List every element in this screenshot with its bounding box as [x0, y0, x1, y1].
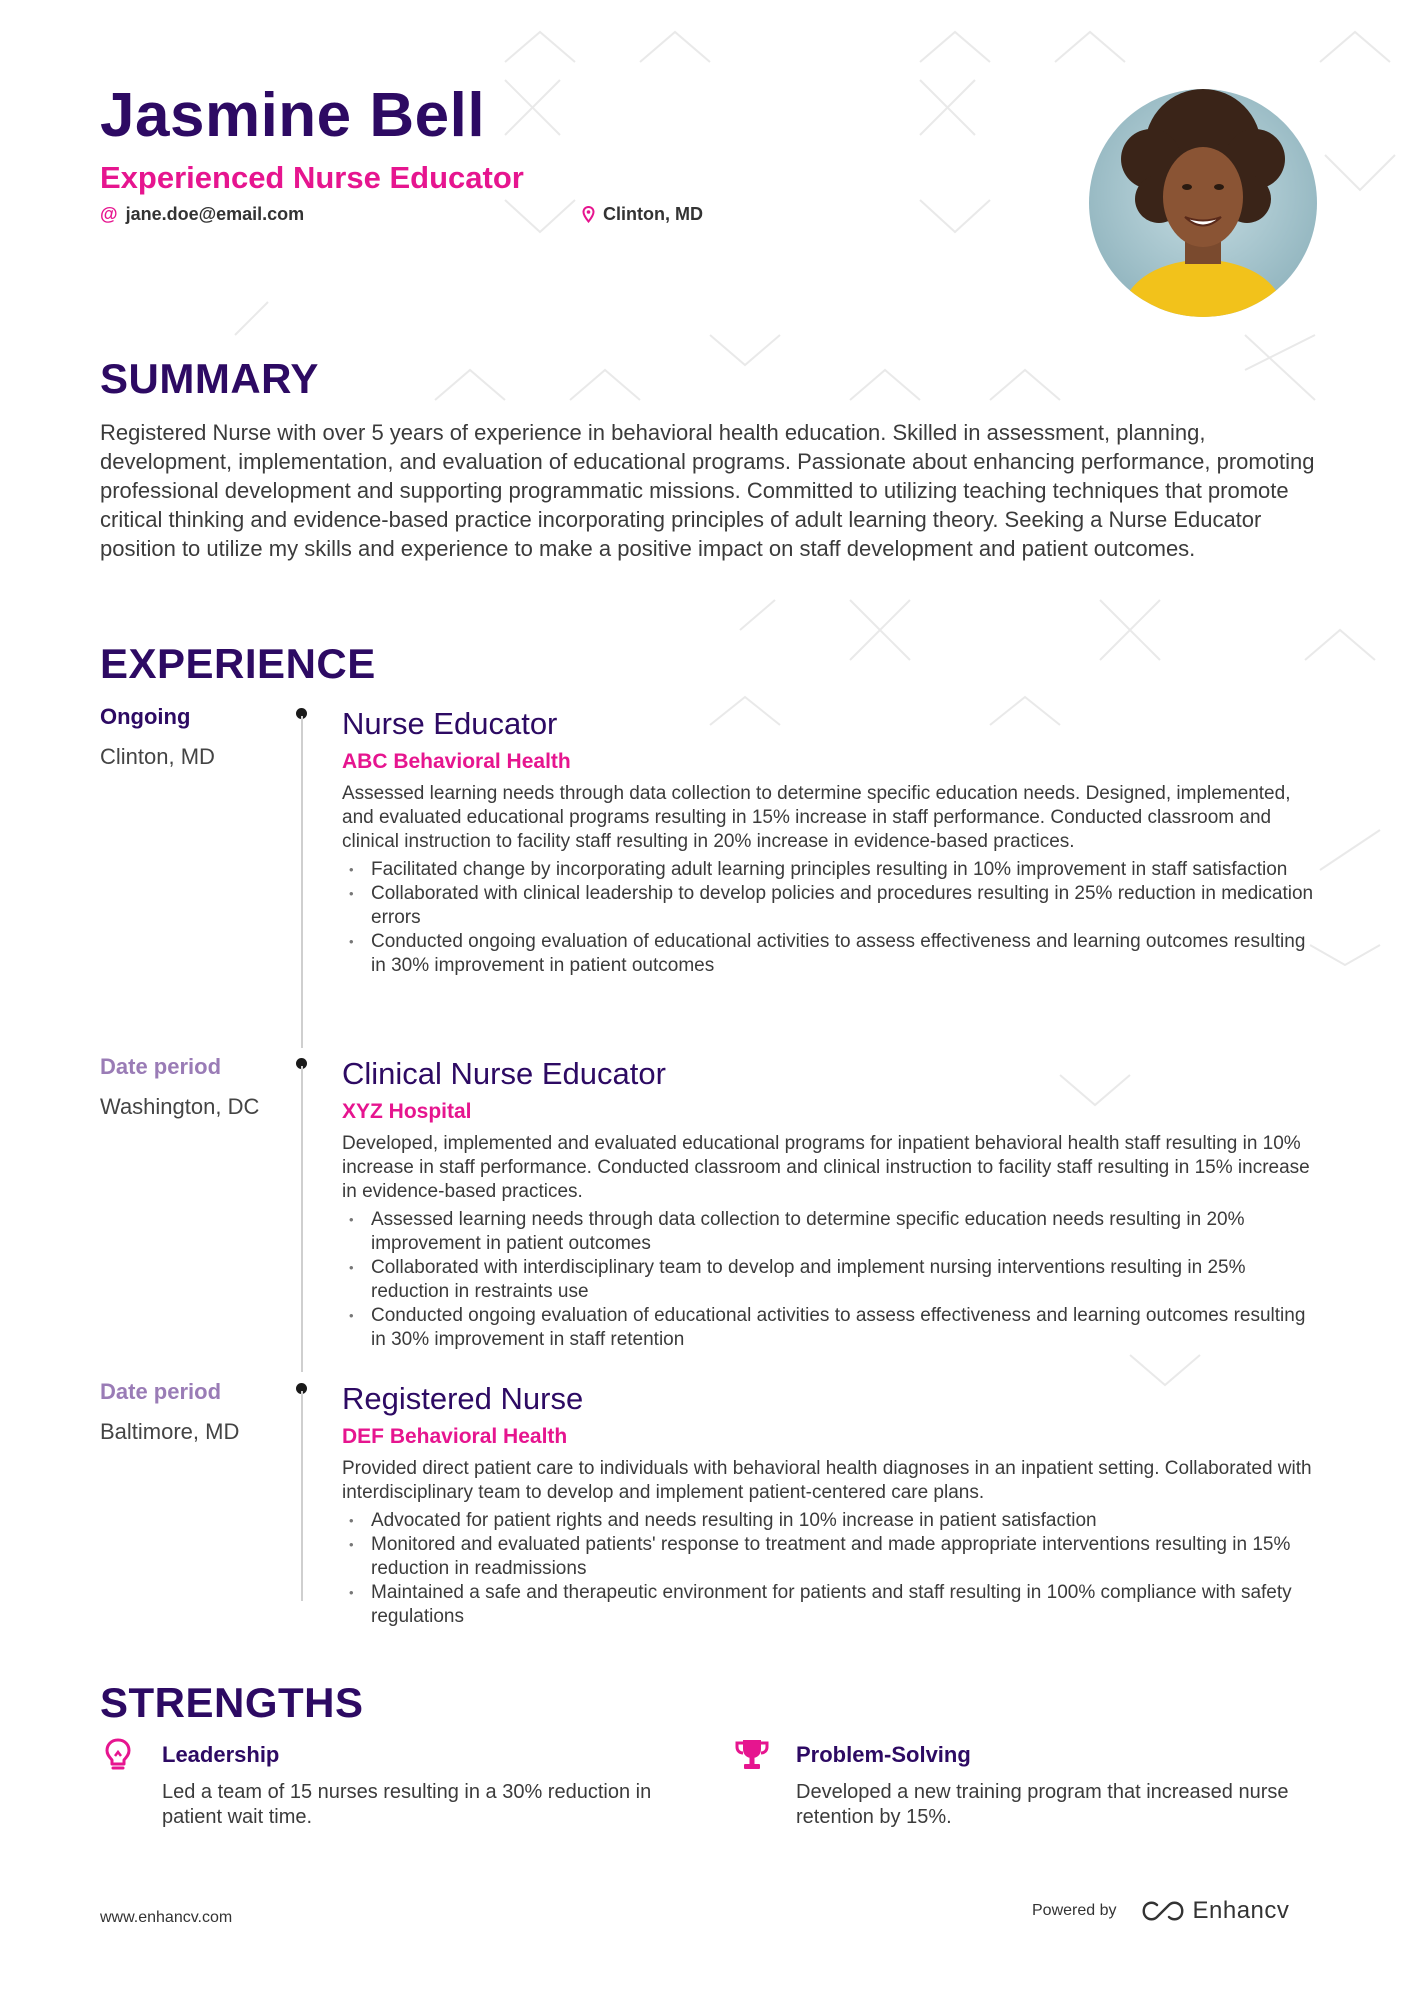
candidate-name: Jasmine Bell	[100, 81, 486, 150]
location-text: Clinton, MD	[603, 204, 703, 224]
timeline-line	[301, 1066, 303, 1372]
summary-heading: SUMMARY	[100, 355, 319, 402]
job-bullet: • Monitored and evaluated patients' response to treatment and made appropriate interventions resulting in 15% reduction in readmissions	[342, 1533, 1317, 1581]
timeline-line	[301, 716, 303, 1048]
strength-text: Developed a new training program that increased nurse retention by 15%.	[796, 1781, 1289, 1828]
job-entry	[342, 706, 1317, 978]
map-pin-icon	[582, 206, 595, 223]
job-bullet: • Conducted ongoing evaluation of educational activities to assess effectiveness and learning outcomes resulting in 30% improvement in staff retention	[342, 1304, 1317, 1352]
job-date: Date period	[100, 1379, 222, 1404]
job-location: Clinton, MD	[100, 744, 215, 769]
job-description: Provided direct patient care to individuals with behavioral health diagnoses in an inpatient setting. Collaborated with interdisciplinary team to develop and implement patient-centered care plans.	[342, 1457, 1312, 1503]
trophy-icon	[734, 1736, 770, 1772]
powered-by-text: Powered by	[1032, 1902, 1117, 1919]
job-bullets	[342, 1509, 1317, 1629]
powered-by[interactable]	[1032, 1897, 1289, 1925]
job-title: Clinical Nurse Educator	[342, 1056, 666, 1091]
job-meta	[100, 1054, 300, 1120]
job-bullet: • Collaborated with clinical leadership to develop policies and procedures resulting in 25% reduction in medication errors	[342, 882, 1317, 930]
job-bullets	[342, 1208, 1317, 1352]
enhancv-logo-icon	[1141, 1900, 1185, 1922]
job-location: Washington, DC	[100, 1094, 260, 1119]
summary-text: Registered Nurse with over 5 years of experience in behavioral health education. Skilled in assessment, planning, development, implementation, and evaluation of educational programs. Passionate about enhancing performance, promoting professional development and supporting programmatic missions. Committed to utilizing teaching techniques that promote critical thinking and evidence-based practice incorporating principles of adult learning theory. Seeking a Nurse Educator position to utilize my skills and experience to make a positive impact on staff development and patient outcomes.	[100, 420, 1315, 561]
job-description: Developed, implemented and evaluated educational programs for inpatient behavioral health staff resulting in 10% increase in staff performance. Conducted classroom and clinical instruction to facility staff resulting in 15% increase in evidence-based practices.	[342, 1132, 1310, 1202]
job-entry	[342, 1056, 1317, 1352]
at-icon: @	[100, 204, 118, 224]
job-date: Ongoing	[100, 704, 191, 729]
job-bullet: • Maintained a safe and therapeutic environment for patients and staff resulting in 100% compliance with safety regulations	[342, 1581, 1317, 1629]
website-link[interactable]: www.enhancv.com	[100, 1909, 233, 1926]
job-bullet: • Advocated for patient rights and needs resulting in 10% increase in patient satisfaction	[342, 1509, 1317, 1533]
job-description: Assessed learning needs through data collection to determine specific education needs. Designed, implemented, and evaluated educational programs resulting in 15% increase in staff performance. Conducted classroom and clinical instruction to facility staff resulting in 20% increase in evidence-based practices.	[342, 782, 1291, 852]
job-location: Baltimore, MD	[100, 1419, 240, 1444]
job-bullet: • Collaborated with interdisciplinary team to develop and implement nursing interventions resulting in 25% reduction in restraints use	[342, 1256, 1317, 1304]
job-title: Registered Nurse	[342, 1381, 584, 1416]
job-meta	[100, 1379, 300, 1445]
timeline-line	[301, 1391, 303, 1601]
job-meta	[100, 704, 300, 770]
job-bullet: • Facilitated change by incorporating adult learning principles resulting in 10% improvement in staff satisfaction	[342, 858, 1317, 882]
contact-location	[582, 204, 703, 225]
job-entry	[342, 1381, 1317, 1629]
job-bullet: • Conducted ongoing evaluation of educational activities to assess effectiveness and learning outcomes resulting in 30% improvement in patient outcomes	[342, 930, 1317, 978]
brand-name: Enhancv	[1192, 1897, 1290, 1924]
job-bullet: • Assessed learning needs through data collection to determine specific education needs resulting in 20% improvement in patient outcomes	[342, 1208, 1317, 1256]
job-company: XYZ Hospital	[342, 1099, 472, 1123]
brand-logo	[1141, 1897, 1290, 1925]
profile-photo	[1089, 89, 1317, 317]
contact-email[interactable]	[100, 204, 304, 225]
job-title: Nurse Educator	[342, 706, 558, 741]
job-date: Date period	[100, 1054, 222, 1079]
candidate-title: Experienced Nurse Educator	[100, 160, 524, 195]
experience-heading: EXPERIENCE	[100, 640, 376, 687]
lightbulb-icon	[100, 1736, 136, 1772]
strengths-heading: STRENGTHS	[100, 1679, 364, 1726]
strength-text: Led a team of 15 nurses resulting in a 30% reduction in patient wait time.	[162, 1781, 652, 1828]
job-company: ABC Behavioral Health	[342, 749, 571, 773]
job-bullets	[342, 858, 1317, 978]
strength-title: Leadership	[162, 1742, 280, 1767]
strength-title: Problem-Solving	[796, 1742, 971, 1767]
email-text: jane.doe@email.com	[125, 204, 305, 224]
job-company: DEF Behavioral Health	[342, 1424, 568, 1448]
